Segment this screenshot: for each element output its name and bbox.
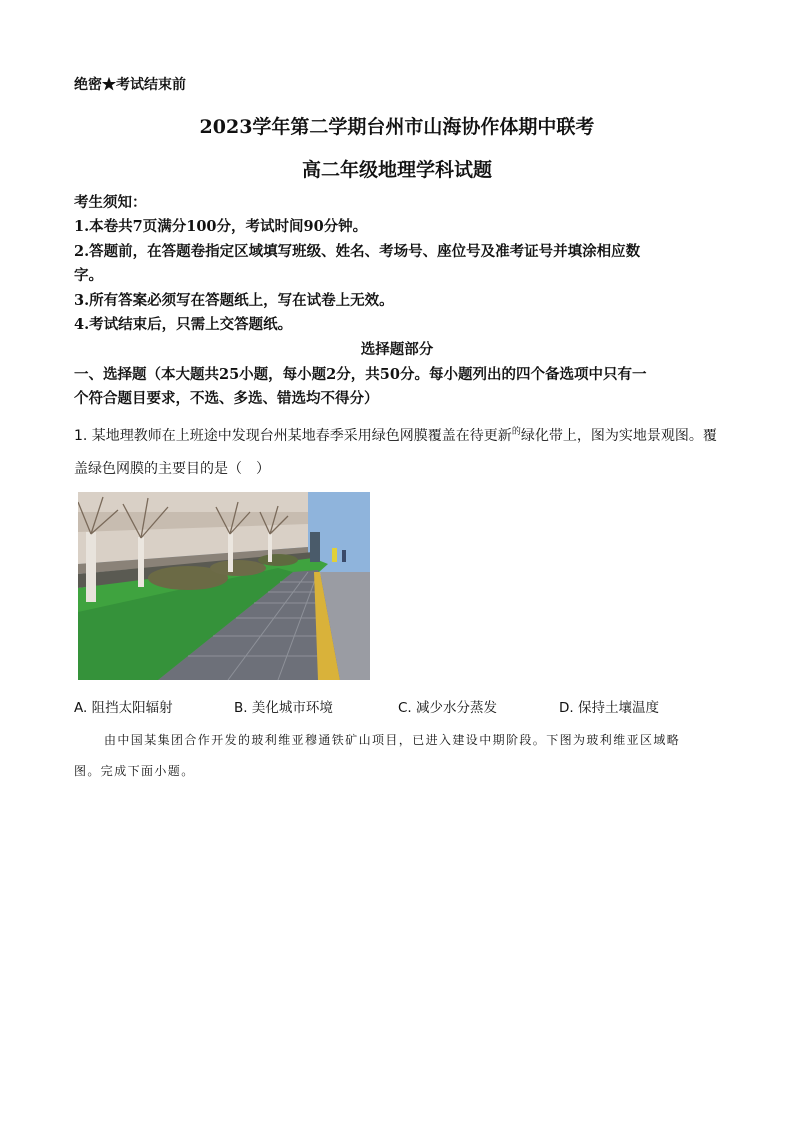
passage-line1: 由中国某集团合作开发的玻利维亚穆通铁矿山项目，已进入建设中期阶段。下图为玻利维亚区域略 xyxy=(104,733,681,747)
question-1-stem-end: 绿化带上，图为实地景观图。覆 xyxy=(520,428,717,444)
question-1-stem-start: 1. 某地理教师在上班途中发现台州某地春季采用绿色网膜覆盖在待更新 xyxy=(74,428,512,444)
option-d: D. 保持土壤温度 xyxy=(559,700,659,716)
option-c: C. 减少水分蒸发 xyxy=(398,700,498,716)
passage-line2: 图。完成下面小题。 xyxy=(74,764,195,778)
section-instruction-line1: 一、选择题（本大题共25小题，每小题2分，共50分。每小题列出的四个备选项中只有一 xyxy=(74,366,647,383)
option-b: B. 美化城市环境 xyxy=(234,700,333,716)
section-instruction-line2: 个符合题目要求，不选、多选、错选均不得分） xyxy=(74,390,379,407)
section-title: 选择题部分 xyxy=(360,341,434,358)
notice-item-2-continued: 字。 xyxy=(74,267,103,284)
notice-heading: 考生须知： xyxy=(74,194,147,211)
confidential-note: 绝密★考试结束前 xyxy=(74,77,186,93)
greenbelt-net-photo xyxy=(78,492,370,680)
notice-item-4: 4.考试结束后，只需上交答题纸。 xyxy=(74,316,293,333)
notice-item-3: 3.所有答案必须写在答题纸上，写在试卷上无效。 xyxy=(74,292,394,309)
question-1-stem-line1 xyxy=(74,425,717,445)
question-1-stem-line2: 盖绿色网膜的主要目的是（ ） xyxy=(74,461,270,477)
notice-item-2: 2.答题前，在答题卷指定区域填写班级、姓名、考场号、座位号及准考证号并填涂相应数 xyxy=(74,243,641,260)
notice-item-1: 1.本卷共7页满分100分，考试时间90分钟。 xyxy=(74,218,368,235)
option-a: A. 阻挡太阳辐射 xyxy=(74,700,173,716)
subject-title: 高二年级地理学科试题 xyxy=(301,159,492,181)
question-1-superscript: 的 xyxy=(511,427,521,437)
exam-title: 2023学年第二学期台州市山海协作体期中联考 xyxy=(199,116,595,138)
